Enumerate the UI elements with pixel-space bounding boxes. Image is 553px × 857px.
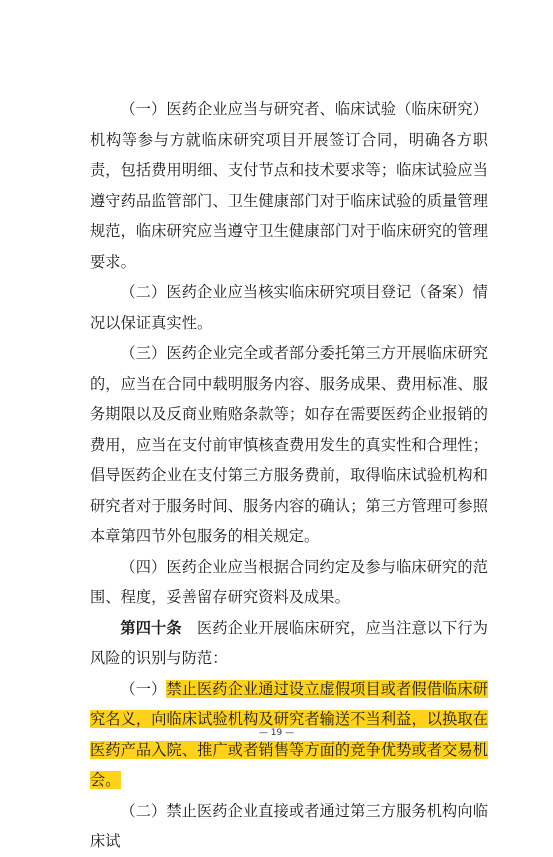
item-2-prefix: （二） (120, 801, 167, 820)
paragraph-3-prefix: （三） (120, 344, 167, 362)
paragraph-1-prefix: （一） (120, 100, 167, 118)
article-heading: 第四十条 (120, 618, 182, 637)
highlighted-text: 禁止医药企业通过设立虚假项目或者假借临床研究名义，向临床试验机构及研究者输送不当利益，以换取在医药产品入院、推广或者销售等方面的竞争优势或者交易机会。 (90, 679, 488, 789)
item-1-prefix: （一） (120, 679, 167, 698)
paragraph-3 (90, 338, 488, 552)
paragraph-3-text: 医药企业完全或者部分委托第三方开展临床研究的，应当在合同中载明服务内容、服务成果、费用标准、服务期限以及反商业贿赂条款等；如存在需要医药企业报销的费用，应当在支付前审慎核查费用发生的真实性和合理性；倡导医药企业在支付第三方服务费前，取得临床试验机构和研究者对于服务时间、服务内容的确认；第三方管理可参照本章第四节外包服务的相关规定。 (90, 344, 488, 545)
item-2-text: 禁止医药企业直接或者通过第三方服务机构向临床试 (90, 801, 488, 850)
paragraph-4-text: 医药企业应当根据合同约定及参与临床研究的范围、程度，妥善留存研究资料及成果。 (90, 557, 488, 606)
page-number: — 19 — (258, 728, 295, 738)
paragraph-2-text: 医药企业应当核实临床研究项目登记（备案）情况以保证真实性。 (90, 283, 488, 332)
paragraph-1 (90, 94, 488, 277)
document-body (90, 94, 488, 857)
article-40 (90, 613, 488, 674)
paragraph-1-text: 医药企业应当与研究者、临床试验（临床研究）机构等参与方就临床研究项目开展签订合同，明确各方职责，包括费用明细、支付节点和技术要求等；临床试验应当遵守药品监管部门、卫生健康部门对于临床试验的质量管理规范，临床研究应当遵守卫生健康部门对于临床研究的管理要求。 (90, 100, 488, 271)
paragraph-2-prefix: （二） (120, 283, 167, 301)
item-2 (90, 796, 488, 857)
paragraph-4 (90, 552, 488, 613)
paragraph-4-prefix: （四） (120, 557, 167, 576)
article-text: 医药企业开展临床研究，应当注意以下行为风险的识别与防范： (90, 618, 489, 667)
paragraph-2 (90, 277, 488, 338)
